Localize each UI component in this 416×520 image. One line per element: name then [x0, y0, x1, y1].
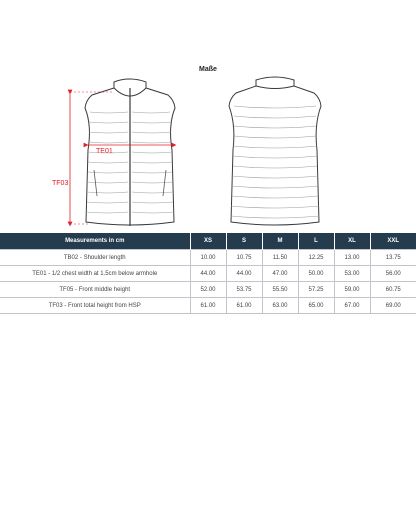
cell-value: 13.75 — [370, 250, 416, 266]
header-size-xs: XS — [190, 233, 226, 250]
header-size-m: M — [262, 233, 298, 250]
cell-value: 59.00 — [334, 282, 370, 298]
cell-value: 10.75 — [226, 250, 262, 266]
cell-value: 44.00 — [226, 266, 262, 282]
vest-technical-drawing — [0, 0, 416, 232]
cell-value: 52.00 — [190, 282, 226, 298]
cell-value: 53.75 — [226, 282, 262, 298]
cell-value: 47.00 — [262, 266, 298, 282]
cell-value: 11.50 — [262, 250, 298, 266]
cell-value: 61.00 — [226, 298, 262, 314]
cell-value: 60.75 — [370, 282, 416, 298]
cell-value: 57.25 — [298, 282, 334, 298]
row-label: TF05 - Front middle height — [0, 282, 190, 298]
table-header-row — [0, 233, 416, 250]
vest-back-view — [229, 77, 321, 225]
header-size-s: S — [226, 233, 262, 250]
table-row — [0, 250, 416, 266]
row-label: TF03 - Front total height from HSP — [0, 298, 190, 314]
header-size-xxl: XXL — [370, 233, 416, 250]
header-size-l: L — [298, 233, 334, 250]
page-title: Maße — [199, 66, 217, 73]
row-label: TE01 - 1/2 chest width at 1.5cm below armhole — [0, 266, 190, 282]
table-row — [0, 298, 416, 314]
chest-width-label: TE01 — [96, 148, 113, 155]
cell-value: 44.00 — [190, 266, 226, 282]
cell-value: 65.00 — [298, 298, 334, 314]
header-measurements: Measurements in cm — [0, 233, 190, 250]
front-height-label: TF03 — [52, 180, 69, 187]
table-row — [0, 266, 416, 282]
cell-value: 63.00 — [262, 298, 298, 314]
cell-value: 61.00 — [190, 298, 226, 314]
cell-value: 12.25 — [298, 250, 334, 266]
row-label: TB02 - Shoulder length — [0, 250, 190, 266]
cell-value: 69.00 — [370, 298, 416, 314]
cell-value: 67.00 — [334, 298, 370, 314]
cell-value: 50.00 — [298, 266, 334, 282]
cell-value: 10.00 — [190, 250, 226, 266]
size-chart-table — [0, 233, 416, 314]
cell-value: 55.50 — [262, 282, 298, 298]
cell-value: 56.00 — [370, 266, 416, 282]
cell-value: 53.00 — [334, 266, 370, 282]
cell-value: 13.00 — [334, 250, 370, 266]
header-size-xl: XL — [334, 233, 370, 250]
table-row — [0, 282, 416, 298]
